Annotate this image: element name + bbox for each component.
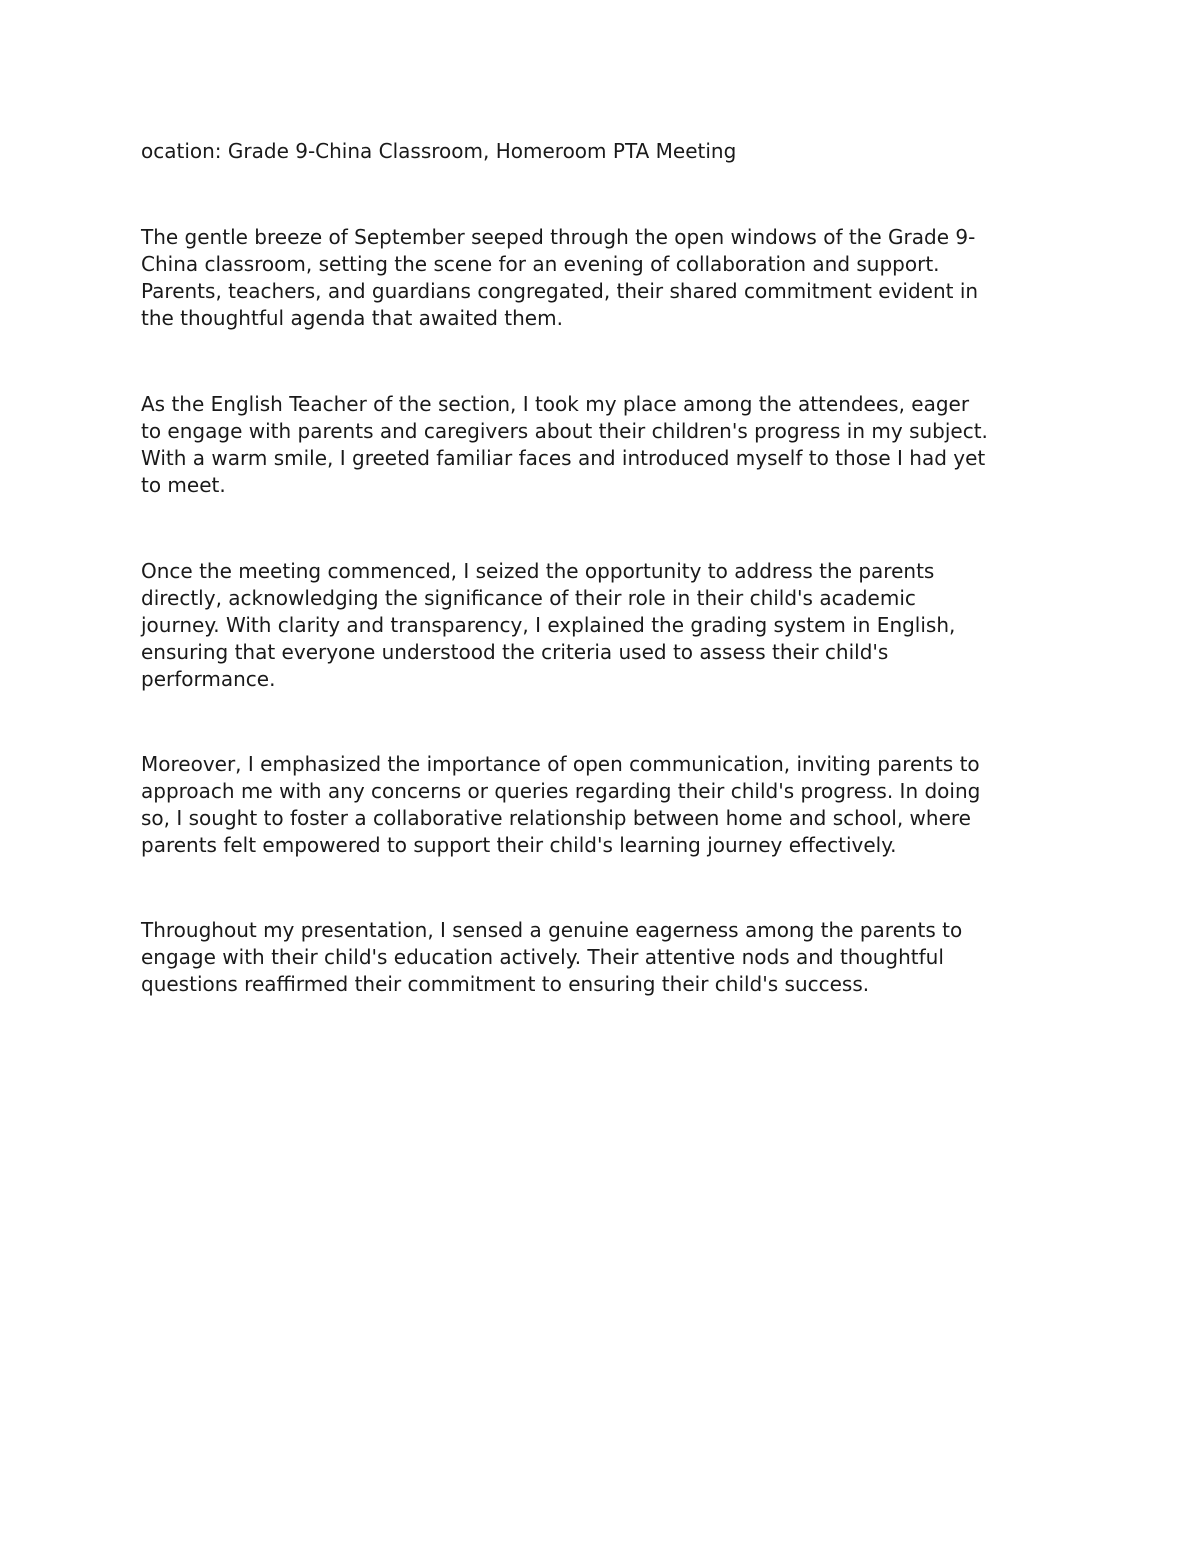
- paragraph-line: so, I sought to foster a collaborative relationship between home and school, where: [141, 806, 971, 830]
- paragraph-line: to meet.: [141, 473, 226, 497]
- paragraph-line: Parents, teachers, and guardians congregated, their shared commitment evident in: [141, 279, 979, 303]
- paragraph-line: With a warm smile, I greeted familiar faces and introduced myself to those I had yet: [141, 446, 986, 470]
- document-body: [141, 138, 1066, 998]
- paragraph-line: Once the meeting commenced, I seized the opportunity to address the parents: [141, 559, 935, 583]
- paragraph-line: directly, acknowledging the significance of their role in their child's academic: [141, 586, 916, 610]
- paragraph-line: The gentle breeze of September seeped through the open windows of the Grade 9-: [141, 225, 976, 249]
- paragraph-2: [141, 391, 1066, 499]
- paragraph-line: to engage with parents and caregivers about their children's progress in my subject.: [141, 419, 988, 443]
- paragraph-line: ensuring that everyone understood the criteria used to assess their child's: [141, 640, 889, 664]
- paragraph-line: China classroom, setting the scene for an evening of collaboration and support.: [141, 252, 940, 276]
- paragraph-line: As the English Teacher of the section, I took my place among the attendees, eager: [141, 392, 970, 416]
- paragraph-5: [141, 917, 1066, 998]
- paragraph-line: performance.: [141, 667, 276, 691]
- paragraph-3: [141, 558, 1066, 693]
- paragraph-4: [141, 751, 1066, 859]
- paragraph-line: questions reaffirmed their commitment to ensuring their child's success.: [141, 972, 870, 996]
- paragraph-line: the thoughtful agenda that awaited them.: [141, 306, 563, 330]
- paragraph-line: Moreover, I emphasized the importance of open communication, inviting parents to: [141, 752, 980, 776]
- paragraph-line: parents felt empowered to support their child's learning journey effectively.: [141, 833, 897, 857]
- paragraph-1: [141, 224, 1066, 332]
- paragraph-line: Throughout my presentation, I sensed a genuine eagerness among the parents to: [141, 918, 963, 942]
- paragraph-line: engage with their child's education actively. Their attentive nods and thoughtful: [141, 945, 944, 969]
- location-line: ocation: Grade 9-China Classroom, Homeroom PTA Meeting: [141, 139, 737, 163]
- paragraph-line: approach me with any concerns or queries regarding their child's progress. In doing: [141, 779, 981, 803]
- paragraph-line: journey. With clarity and transparency, I explained the grading system in English,: [141, 613, 956, 637]
